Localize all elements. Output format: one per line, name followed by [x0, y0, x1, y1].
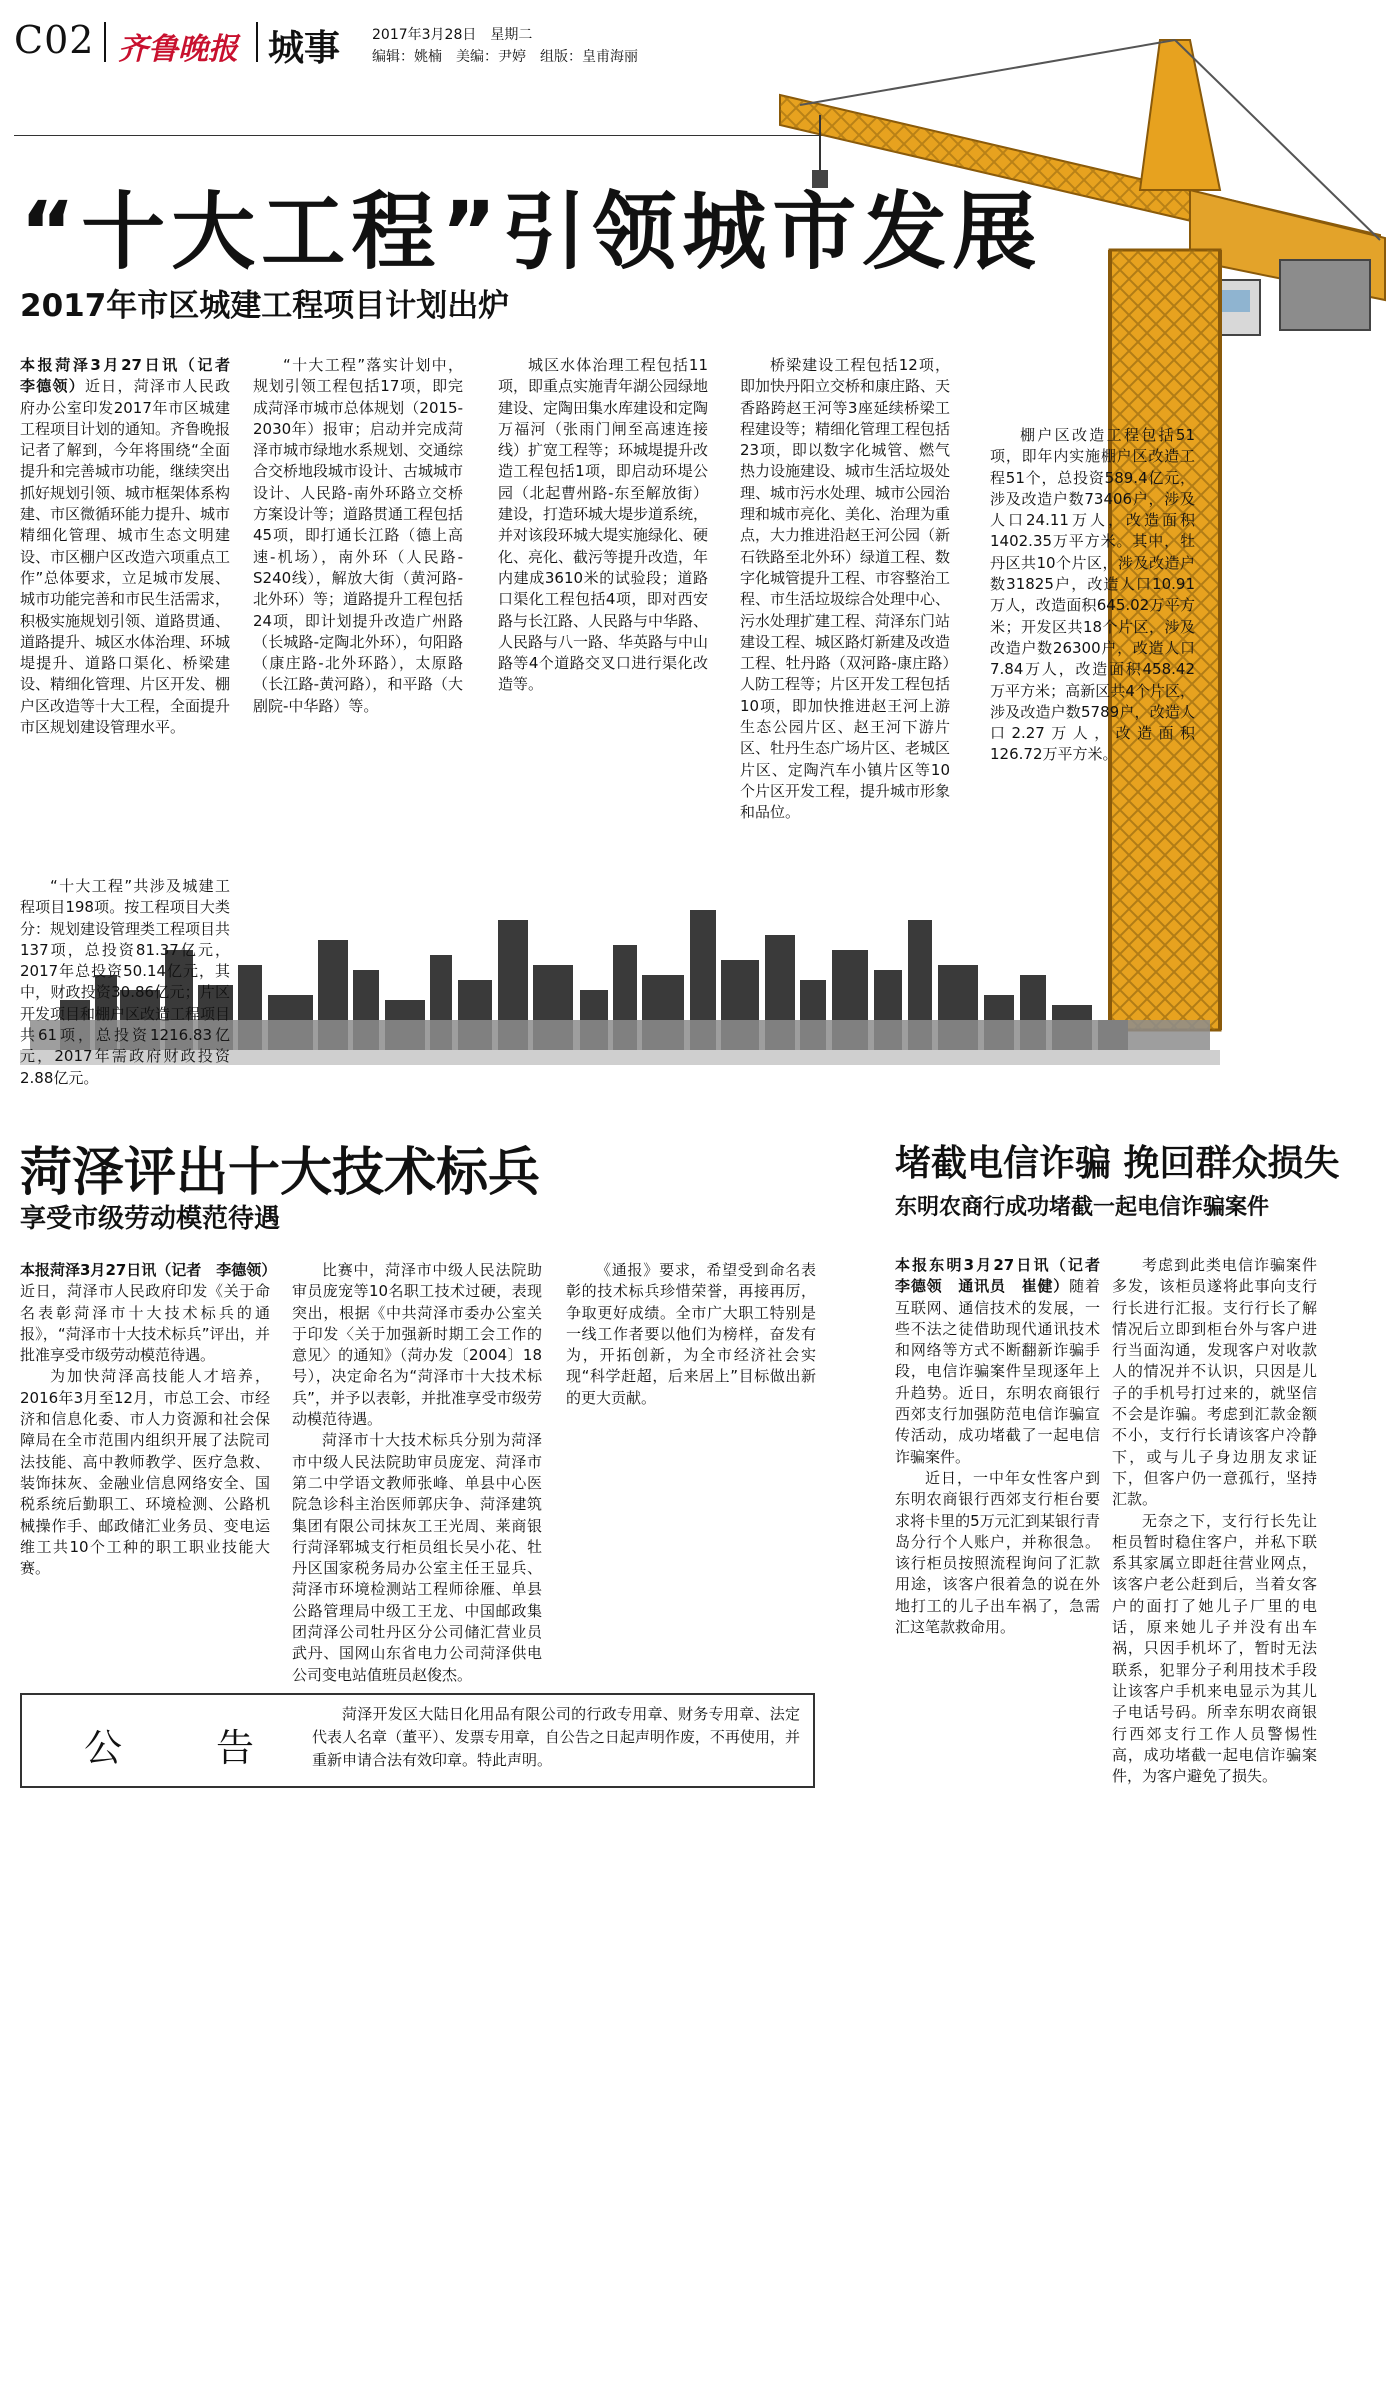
lead-column-3 [498, 355, 708, 696]
lead-paragraph: 近日，菏泽市人民政府办公室印发2017年市区城建工程项目计划的通知。齐鲁晚报记者了解到，今年将围绕“全面提升和完善城市功能，继续突出抓好规划引领、城市框架体系构建、市区微循环能力提升、城市精细化管理、城市生态文明建设、市区棚户区改造六项重点工作”总体要求，立足城市发展、城市功能完善和市民生活需求，积极实施规划引领、道路贯通、道路提升、城区水体治理、环城堤提升、道路口渠化、桥梁建设、精细化管理、片区开发、棚户区改造等十大工程，全面提升市区规划建设管理水平。 [20, 377, 231, 737]
story3-paragraph: 随着互联网、通信技术的发展，一些不法之徒借助现代通讯技术和网络等方式不断翻新诈骗手段，电信诈骗案件呈现逐年上升趋势。近日，东明农商银行西郊支行加强防范电信诈骗宣传活动，成功堵截了一起电信诈骗案件。 [895, 1277, 1100, 1466]
story2-paragraph: 近日，菏泽市人民政府印发《关于命名表彰菏泽市十大技术标兵的通报》，“菏泽市十大技术标兵”评出，并批准享受市级劳动模范待遇。 [20, 1282, 270, 1365]
story2-paragraph: 菏泽市十大技术标兵分别为菏泽市中级人民法院助审员庞宠、菏泽市第二中学语文教师张峰、单县中心医院急诊科主治医师郭庆争、菏泽建筑集团有限公司抹灰工王光周、莱商银行菏泽郓城支行柜员组长吴小花、牡丹区国家税务局办公室主任王显兵、菏泽市环境检测站工程师徐雁、单县公路管理局中级工王龙、中国邮政集团菏泽公司牡丹区分公司储汇营业员武丹、国网山东省电力公司菏泽供电公司变电站值班员赵俊杰。 [292, 1431, 542, 1684]
story3-byline: 本报东明3月27日讯（记者 李德领 通讯员 崔健） [895, 1256, 1116, 1296]
story2-column-3 [566, 1260, 816, 1409]
story2-paragraph: 《通报》要求，希望受到命名表彰的技术标兵珍惜荣誉，再接再厉，争取更好成绩。全市广大职工特别是一线工作者要以他们为榜样，奋发有为，开拓创新，为全市经济社会实现“科学赶超，后来居上”目标做出新的更大贡献。 [566, 1261, 816, 1407]
lead-subheadline: 2017年市区城建工程项目计划出炉 [20, 288, 510, 324]
masthead-divider [256, 22, 258, 62]
story2-paragraph: 比赛中，菏泽市中级人民法院助审员庞宠等10名职工技术过硬，表现突出，根据《中共菏泽市委办公室关于印发〈关于加强新时期工会工作的意见〉的通知》（菏办发〔2004〕18号），决定命名为“菏泽市十大技术标兵”，并予以表彰，并批准享受市级劳动模范待遇。 [292, 1261, 542, 1429]
lead-headline: “十大工程”引领城市发展 [20, 183, 1043, 281]
story3-column-2 [1112, 1255, 1317, 1787]
notice-body: 菏泽开发区大陆日化用品有限公司的行政专用章、财务专用章、法定代表人名章（董平）、发票专用章，自公告之日起声明作废，不再使用，并重新申请合法有效印章。特此声明。 [312, 1705, 800, 1769]
story2-column-2 [292, 1260, 542, 1686]
lead-paragraph: 城区水体治理工程包括11项，即重点实施青年湖公园绿地建设、定陶田集水库建设和定陶万福河（张雨门闸至高速连接线）扩宽工程等；环城堤提升改造工程包括1项，即启动环堤公园（北起曹州路-东至解放街）建设，打造环城大堤步道系统，并对该段环城大堤实施绿化、硬化、亮化、截污等提升改造，年内建成3610米的试验段；道路口渠化工程包括4项，即对西安路与长江路、人民路与中华路、人民路与八一路、华英路与中山路等4个道路交叉口进行渠化改造等。 [498, 356, 709, 694]
lead-paragraph: 桥梁建设工程包括12项，即加快丹阳立交桥和康庄路、天香路跨赵王河等3座延续桥梁工程建设等；精细化管理工程包括23项，即以数字化城管、燃气热力设施建设、城市生活垃圾处理、城市污水处理、城市公园治理和城市亮化、美化、治理为重点，大力推进沿赵王河公园（新石铁路至北外环）绿道工程、数字化城管提升工程、市容整治工程、市生活垃圾综合处理中心、污水处理扩建工程、菏泽东门站建设工程、城区路灯新建及改造工程、牡丹路（双河路-康庄路）人防工程等；片区开发工程包括10项，即加快推进赵王河上游生态公园片区、赵王河下游片区、牡丹生态广场片区、老城区片区、定陶汽车小镇片区等10个片区开发工程，提升城市形象和品位。 [740, 356, 951, 822]
notice-title: 公 告 [84, 1726, 283, 1770]
lead-column-1b [20, 876, 230, 1089]
header-rule [14, 135, 844, 136]
lead-byline: 本报菏泽3月27日讯（记者 李德领） [20, 356, 246, 396]
newspaper-brand: 齐鲁晚报 [118, 32, 238, 67]
story2-headline: 菏泽评出十大技术标兵 [20, 1143, 541, 1203]
issue-date: 2017年3月28日 星期二 [372, 27, 533, 43]
story2-subheadline: 享受市级劳动模范待遇 [20, 1204, 281, 1234]
public-notice-box [20, 1693, 815, 1788]
story3-column-1 [895, 1255, 1116, 1638]
section-name: 城事 [268, 28, 341, 69]
lead-column-4 [740, 355, 950, 824]
story3-paragraph: 考虑到此类电信诈骗案件多发，该柜员遂将此事向支行行长进行汇报。支行行长了解情况后立即到柜台外与客户进行当面沟通，发现客户对收款人的情况并不认识，只因是儿子的手机号打过来的，就坚信不会是诈骗。考虑到汇款金额不小，支行行长请该客户冷静下，或与儿子身边朋友求证下，但客户仍一意孤行，坚持汇款。 [1112, 1256, 1317, 1509]
lead-column-5 [990, 425, 1195, 766]
lead-paragraph: “十大工程”落实计划中，规划引领工程包括17项，即完成菏泽市城市总体规划（2015-2030年）报审；启动并完成菏泽市城市绿地水系规划、交通综合交桥地段城市设计、古城城市设计、人民路-南外环路立交桥方案设计等；道路贯通工程包括45项，即打通长江路（德上高速-机场），南外环（人民路-S240线），解放大街（黄河路-北外环）等；道路提升工程包括24项，即计划提升改造广州路（长城路-定陶北外环），句阳路（康庄路-北外环路），太原路（长江路-黄河路），和平路（大剧院-中华路）等。 [253, 356, 464, 715]
lead-paragraph: 棚户区改造工程包括51项，即年内实施棚户区改造工程51个，总投资589.4亿元，涉及改造户数73406户，涉及人口24.11万人，改造面积1402.35万平方米。其中，牡丹区共10个片区，涉及改造户数31825户，改造人口10.91万人，改造面积645.02万平方米；开发区共18个片区，涉及改造户数26300户，改造人口7.84万人，改造面积458.42万平方米；高新区共4个片区，涉及改造户数5789户，改造人口2.27万人，改造面积126.72万平方米。 [990, 426, 1195, 764]
page-code: C02 [14, 18, 95, 62]
editor-credits: 编辑：姚楠 美编：尹婷 组版：皇甫海丽 [372, 49, 638, 65]
story3-paragraph: 近日，一中年女性客户到东明农商银行西郊支行柜台要求将卡里的5万元汇到某银行青岛分行个人账户，并称很急。该行柜员按照流程询问了汇款用途，该客户很着急的说在外地打工的儿子出车祸了，急需汇这笔款救命用。 [895, 1468, 1100, 1637]
story3-paragraph: 无奈之下，支行行长先让柜员暂时稳住客户，并私下联系其家属立即赶往营业网点，该客户老公赶到后，当着女客户的面打了她儿子厂里的电话，原来她儿子并没有出车祸，只因手机坏了，暂时无法联系，犯罪分子利用技术手段让该客户手机来电显示为其儿子电话号码。所幸东明农商银行西郊支行工作人员警惕性高，成功堵截一起电信诈骗案件，为客户避免了损失。 [1112, 1511, 1317, 1786]
masthead-divider [104, 22, 106, 62]
story3-headline: 堵截电信诈骗 挽回群众损失 [895, 1143, 1340, 1184]
story2-paragraph: 为加快菏泽高技能人才培养，2016年3月至12月，市总工会、市经济和信息化委、市人力资源和社会保障局在全市范围内组织开展了法院司法技能、高中教师教学、医疗急救、装饰抹灰、金融业信息网络安全、国税系统后勤职工、环境检测、公路机械操作手、邮政储汇业务员、变电运维工共10个工种的职工职业技能大赛。 [20, 1367, 270, 1578]
lead-column-2 [253, 355, 463, 717]
lead-column-1 [20, 355, 246, 738]
lead-paragraph: “十大工程”共涉及城建工程项目198项。按工程项目大类分：规划建设管理类工程项目共137项，总投资81.37亿元，2017年总投资50.14亿元，其中，财政投资30.86亿元；片区开发项目和棚户区改造工程项目共61项，总投资1216.83亿元，2017年需政府财政投资2.88亿元。 [20, 877, 231, 1087]
story3-subheadline: 东明农商行成功堵截一起电信诈骗案件 [895, 1195, 1270, 1220]
story2-byline: 本报菏泽3月27日讯（记者 李德领） [20, 1261, 277, 1279]
story2-column-1 [20, 1260, 277, 1579]
